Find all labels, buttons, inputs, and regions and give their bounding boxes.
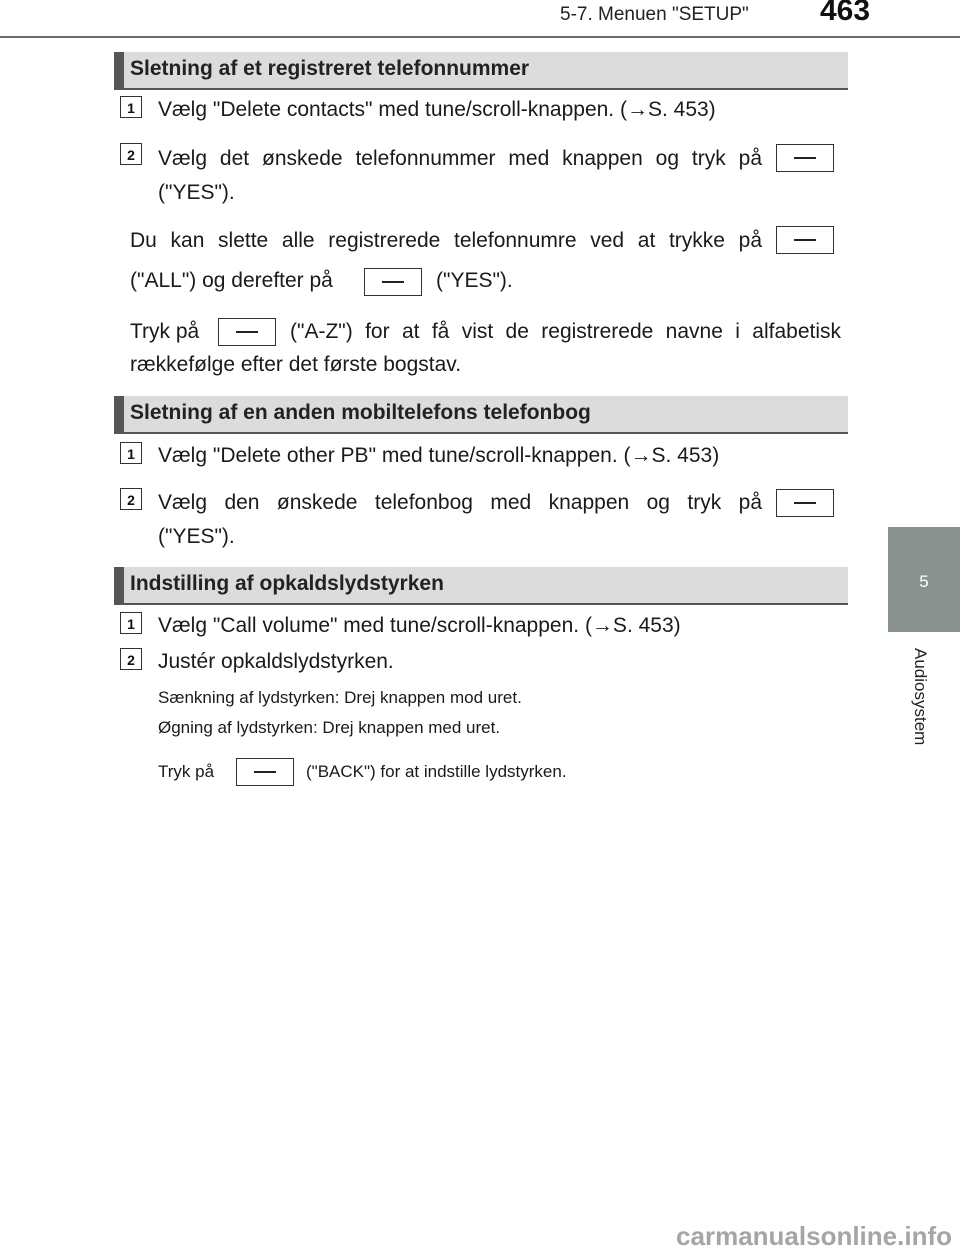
step-text-cont: ("YES"). [158,181,235,204]
note-text: Du kan slette alle registrerede telefonnumre ved at trykke på [130,229,762,252]
step-number-2: 2 [120,648,142,670]
step-number-1: 1 [120,442,142,464]
note-text: ("ALL") og derefter på [130,269,333,292]
chapter-label: Audiosystem [911,648,930,746]
step-number-1: 1 [120,612,142,634]
step-number-2: 2 [120,143,142,165]
watermark: carmanualsonline.info [676,1221,952,1251]
button-icon [776,226,834,254]
chapter-number: 5 [919,572,929,591]
note-text: rækkefølge efter det første bogstav. [130,353,462,376]
page-number: 463 [820,0,871,27]
section-heading-text: Sletning af en anden mobiltelefons telefonbog [130,401,591,424]
section-heading-delete-other-pb [114,396,848,434]
button-icon [776,489,834,517]
sub-note: ("BACK") for at indstille lydstyrken. [306,762,567,781]
step-text: Vælg "Delete other PB" med tune/scroll-knappen. (→S. 453) [158,444,720,467]
step-text: Justér opkaldslydstyrken. [158,650,394,673]
note-text: Tryk på [130,320,200,343]
button-icon [218,318,276,346]
step-text-cont: ("YES"). [158,525,235,548]
step-text: Vælg "Delete contacts" med tune/scroll-knappen. (→S. 453) [158,98,716,121]
note-text: ("YES"). [436,269,513,292]
step-text: Vælg det ønskede telefonnummer med knappen og tryk på [158,147,762,170]
step-text: Vælg "Call volume" med tune/scroll-knappen. (→S. 453) [158,614,681,637]
section-heading-call-volume [114,567,848,605]
button-icon [776,144,834,172]
button-icon [236,758,294,786]
section-heading-text: Indstilling af opkaldslydstyrken [130,572,444,595]
step-text: Vælg den ønskede telefonbog med knappen og tryk på [158,491,762,514]
section-heading-delete-number [114,52,848,90]
note-text: ("A-Z") for at få vist de registrerede navne i alfabetisk [290,320,841,343]
sub-note: Sænkning af lydstyrken: Drej knappen mod uret. [158,688,522,707]
running-header: 5-7. Menuen "SETUP" [560,4,749,25]
sub-note: Tryk på [158,762,215,781]
section-heading-text: Sletning af et registreret telefonnummer [130,57,530,80]
sub-note: Øgning af lydstyrken: Drej knappen med uret. [158,718,501,737]
button-icon [364,268,422,296]
header-rule [0,36,960,38]
step-number-2: 2 [120,488,142,510]
step-number-1: 1 [120,96,142,118]
